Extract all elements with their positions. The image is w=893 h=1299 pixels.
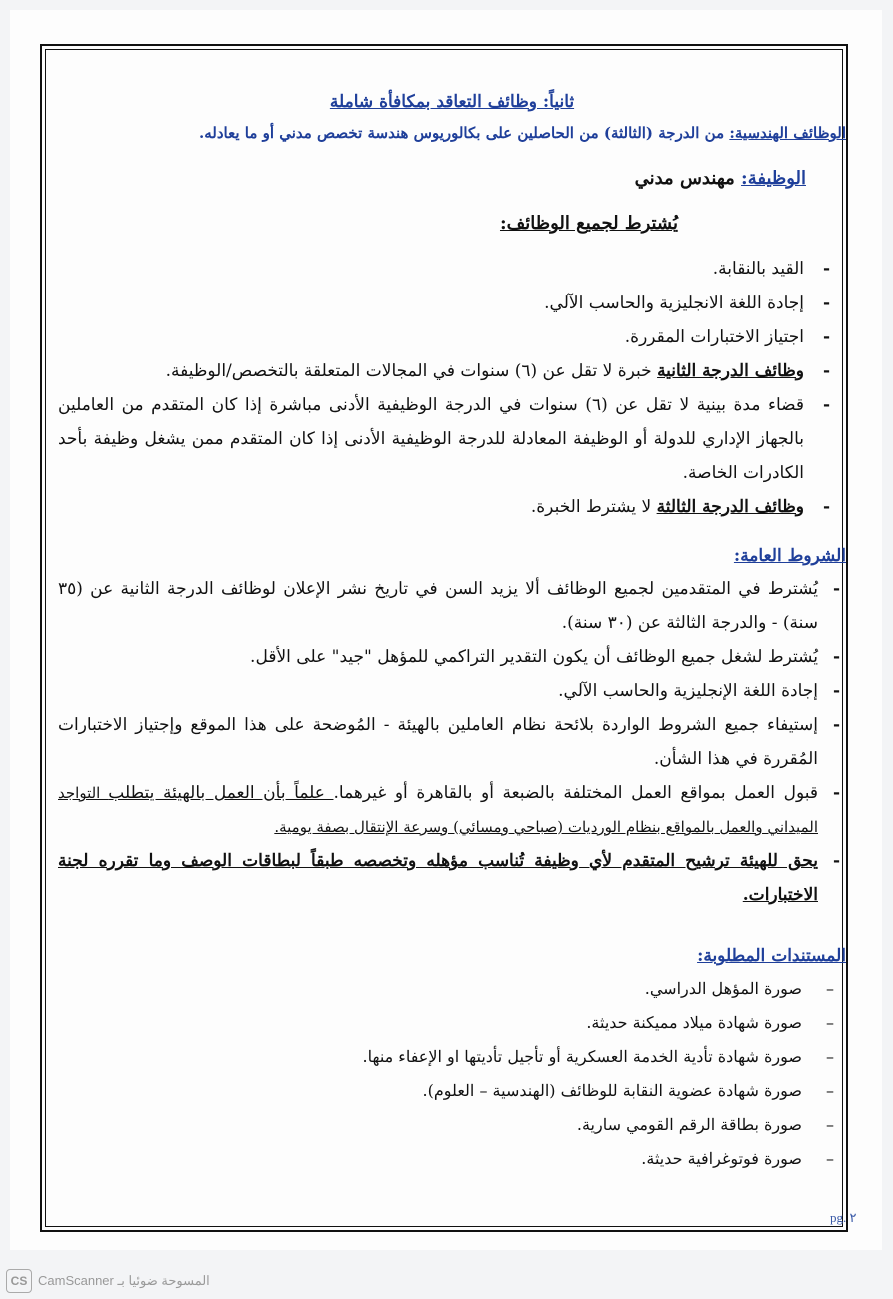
engineering-label: الوظائف الهندسية: — [729, 124, 846, 142]
engineering-jobs-line — [58, 124, 846, 142]
job-line — [58, 168, 806, 189]
list-item: – صورة شهادة تأدية الخدمة العسكرية أو تأجيل تأديتها او الإعفاء منها. — [58, 1040, 846, 1074]
list-item: - يحق للهيئة ترشيح المتقدم لأي وظيفة تُناسب مؤهله وتخصصه طبقاً لبطاقات الوصف وما تقرره لجنة الاختبارات. — [58, 844, 846, 912]
job-label: الوظيفة: — [741, 168, 806, 189]
list-item: - وظائف الدرجة الثالثة لا يشترط الخبرة. — [58, 490, 846, 524]
job-value: مهندس مدني — [634, 168, 735, 189]
camscanner-logo-icon: CS — [6, 1269, 32, 1293]
list-item: – صورة فوتوغرافية حديثة. — [58, 1142, 846, 1176]
engineering-text: من الدرجة (الثالثة) من الحاصلين على بكالوريوس هندسة تخصص مدني أو ما يعادله. — [199, 124, 725, 142]
general-conditions-list — [58, 572, 846, 912]
list-item: - اجتياز الاختبارات المقررة. — [58, 320, 846, 354]
list-item: – صورة المؤهل الدراسي. — [58, 972, 846, 1006]
list-item: - وظائف الدرجة الثانية خبرة لا تقل عن (٦) سنوات في المجالات المتعلقة بالتخصص/الوظيفة. — [58, 354, 846, 388]
documents-list — [58, 972, 846, 1176]
list-item: – صورة شهادة عضوية النقابة للوظائف (الهندسية – العلوم). — [58, 1074, 846, 1108]
requirements-heading: يُشترط لجميع الوظائف: — [499, 213, 678, 234]
watermark-text: CamScanner المسوحة ضوئيا بـ — [38, 1273, 210, 1288]
document-page — [10, 10, 882, 1250]
list-item: - قضاء مدة بينية لا تقل عن (٦) سنوات في الدرجة الوظيفية الأدنى مباشرة إذا كان المتقدم من العاملين بالجهاز الإداري للدولة أو الوظيفة المعادلة للدرجة الوظيفية الأدنى إذا كان المتقدم ممن يشغل وظيفة بأحد الكادرات الخاصة. — [58, 388, 846, 490]
documents-heading: المستندات المطلوبة: — [697, 946, 846, 966]
section-title: ثانياً: وظائف التعاقد بمكافأة شاملة — [329, 92, 575, 112]
page-number: pg. ٢ — [830, 1210, 857, 1225]
list-item: - قبول العمل بمواقع العمل المختلفة بالضبعة أو بالقاهرة أو غيرهما. علماً بأن العمل بالهيئة يتطلب التواجد الميداني والعمل بالمواقع بنظام الورديات (صباحي ومسائي) وسرعة الإنتقال بصفة يومية. — [58, 776, 846, 844]
list-item: - إجادة اللغة الانجليزية والحاسب الآلي. — [58, 286, 846, 320]
general-conditions-heading: الشروط العامة: — [733, 546, 846, 566]
list-item: – صورة شهادة ميلاد مميكنة حديثة. — [58, 1006, 846, 1040]
list-item: – صورة بطاقة الرقم القومي سارية. — [58, 1108, 846, 1142]
list-item: - إجادة اللغة الإنجليزية والحاسب الآلي. — [58, 674, 846, 708]
requirements-list — [58, 252, 846, 524]
scanner-watermark — [6, 1268, 266, 1294]
list-item: - القيد بالنقابة. — [58, 252, 846, 286]
list-item: - يُشترط في المتقدمين لجميع الوظائف ألا يزيد السن في تاريخ نشر الإعلان لوظائف الدرجة الثانية عن (٣٥ سنة) - والدرجة الثالثة عن (٣٠ سنة). — [58, 572, 846, 640]
list-item: - إستيفاء جميع الشروط الواردة بلائحة نظام العاملين بالهيئة - المُوضحة على هذا الموقع وإجتياز الاختبارات المُقررة في هذا الشأن. — [58, 708, 846, 776]
page-content — [58, 92, 846, 1176]
list-item: - يُشترط لشغل جميع الوظائف أن يكون التقدير التراكمي للمؤهل "جيد" على الأقل. — [58, 640, 846, 674]
